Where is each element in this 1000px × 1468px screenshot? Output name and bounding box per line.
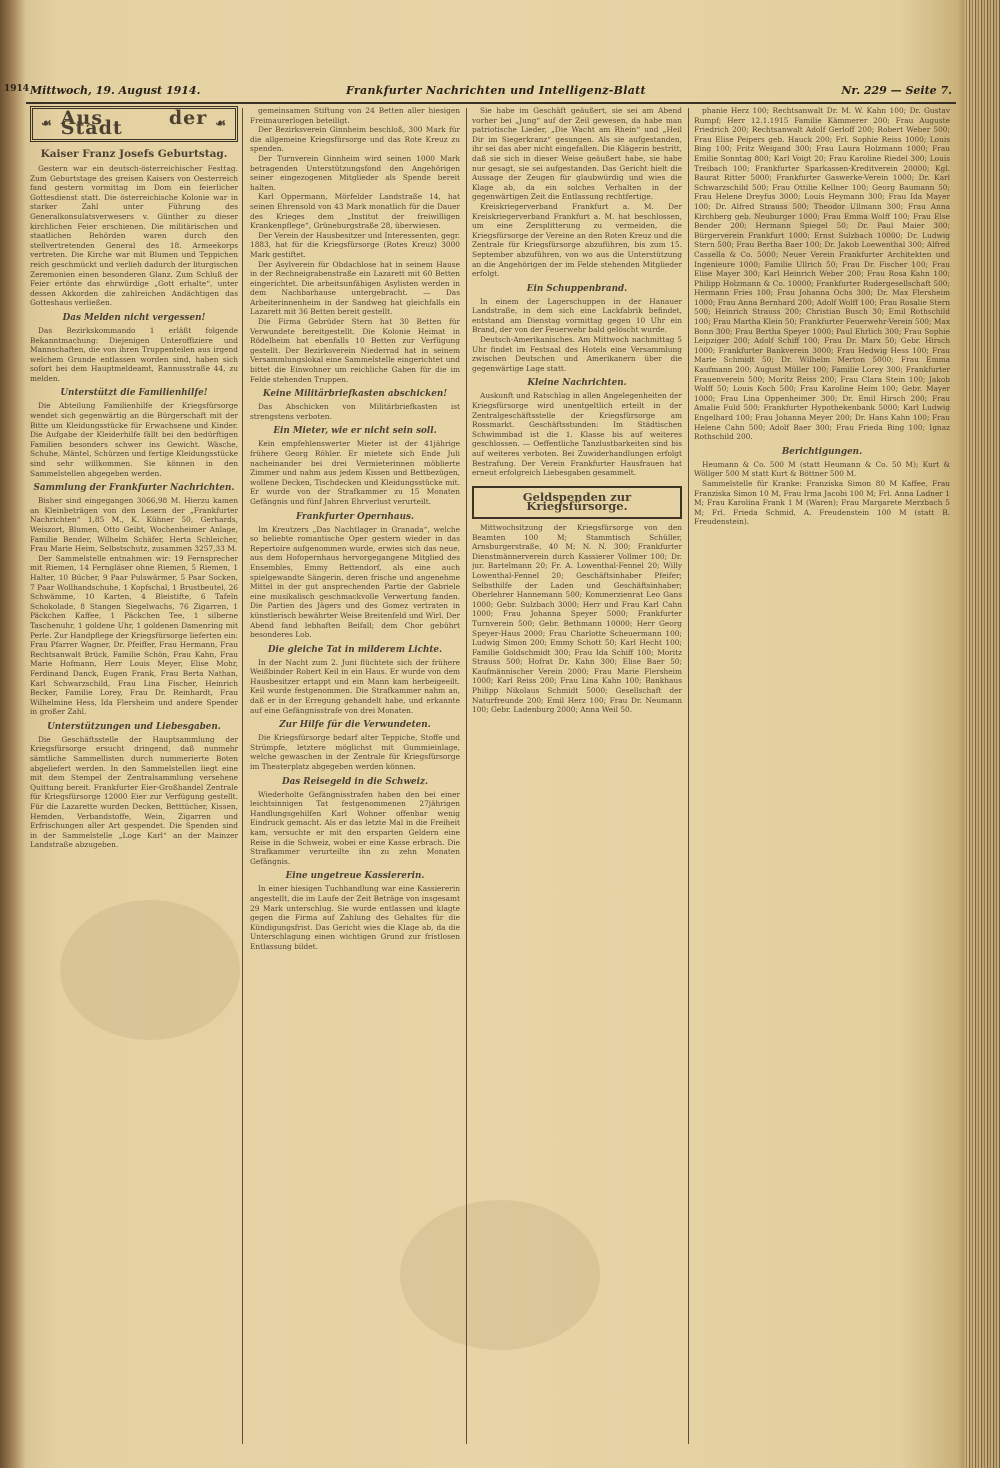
donation-list: Mittwochsitzung der Kriegsfürsorge von den Beamten 100 M; Stammtisch Schüller, Arnsburgerstraße, 40 M; N. N. 300; Frankfurter Dienstmännerverein durch Kassierer Vollmer 100; Dr. jur. Bartelmann 20; Fr. A. Lowenthal-Fennel 20; Willy Lowenthal-Fennel 20; Geschäftsinhaber Pfeifer; Selbsthilfe der Laden und Geschäftsinhaber; Oberlehrer Hannemann 500; Kommerzienrat Leo Gans 1000; Gebr. Sulzbach 3000; Herr und Frau Karl Cahn 1000; Frau Johanna Speyer 5000; Frankfurter Turnverein 500; Gebr. Bethmann 10000; Herr Georg Speyer-Haus 2000; Frau Charlotte Scheuermann 100; Ludwig Simon 200; Emmy Schott 50; Karl Hecht 100; Familie Goldschmidt 300; Frau Ida Schiff 100; Moritz Strauss 500; Hofrat Dr. Kahn 300; Elise Baer 50; Kaufmännischer Verein 2000; Frau Marie Flersheim 1000; Karl Reiss 200; Frau Lina Kahn 100; Bankhaus Philipp Nikolaus Schmidt 5000; Gesellschaft der Naturfreunde 200; Emil Herz 100; Frau Dr. Neumann 100; Gebr. Ladenburg 2000; Anna Weil 50. — [472, 522, 682, 715]
header-date: Mittwoch, 19. August 1914. — [30, 84, 201, 97]
page-number: Nr. 229 — Seite 7. — [841, 84, 952, 97]
article-text: Der Sammelstelle entnahmen wir: 19 Fernsprecher mit Riemen, 14 Ferngläser ohne Riemen, 5 Riemen, 1 Halter, 10 Bücher, 9 Paar Pulswärmer, 5 Paar Socken, 7 Paar Wollhandschuhe, 1 Kopfschal, 1 Brustbeutel, 26 Schwämme, 10 Karten, 4 Bleistifte, 6 Tafeln Schokolade, 8 Stangen Siegelwachs, 76 Zigarren, 1 Päckchen Kaffee, 1 Päckchen Tee, 1 silberne Taschenuhr, 1 goldene Uhr, 1 goldenen Damenring mit Perle. Zur Handpflege der Kriegsfürsorge lieferten ein: Frau Pfarrer Wagner, Dr. Pfeiffer, Frau Hermann, Frau Rechtsanwalt Brück, Familie Schön, Frau Kahn, Frau Marie Hofmann, Herr Louis Meyer, Elise Mohr, Ferdinand Danck, Eugen Frank, Frau Berta Nathan, Karl Schwarzschild, Frau Lina Fischer, Heinrich Becker, Familie Lorey, Frau Dr. Reinhardt, Frau Wilhelmine Hess, Ida Flersheim und andere Spender in großer Zahl. — [30, 553, 238, 717]
article-text: Die Kriegsfürsorge bedarf alter Teppiche, Stoffe und Strümpfe, letztere möglichst mit Gummieinlage, welche gewaschen in der Zentrale für Kriegsfürsorge im Theaterplatz abgegeben werden können. — [250, 733, 460, 772]
article-heading: Ein Schuppenbrand. — [526, 283, 628, 294]
article-text: Sammelstelle für Kranke: Franziska Simon 80 M Kaffee, Frau Franziska Simon 10 M, Frau Irma Jacobi 100 M; Frl. Anna Ladner 1 M; Frau Karolina Frank 1 M (Waren); Frau Margarete Merzbach 5 M; Frl. Frieda Schmid, A. Freudenstein 100 M (statt B. Freudenstein). — [694, 478, 950, 527]
article-text: Im Kreutzers „Das Nachtlager in Granada“, welche so beliebte romantische Oper gestern wieder in das Repertoire aufgenommen wurde, erwies sich das neue, aus dem Hofopernhaus hervorgegangene Mitglied des Ensembles, Emmy Bettendorf, als eine auch spielgewandte Sängerin, deren frische und angenehme Mittel in der gut ansprechenden Partie der Gabriele eine musikalisch geschmackvolle Verwertung fanden. Die Partien des Jägers und des Gomez vertraten in künstlerisch bewährter Weise Breitenfeld und Wirl. Der Abend fand lebhaften Beifall; dem Chor gebührt besonderes Lob. — [250, 524, 460, 640]
article-text: Kein empfehlenswerter Mieter ist der 41jährige frühere Georg Röhler. Er mietete sich Ende Juli nacheinander bei drei Vermieterinnen möblierte Zimmer und nahm aus jedem Kissen und Bettbezügen, wollene Decken, Tischdecken und Kleidungsstücke mit. Er wurde von der Strafkammer zu 15 Monaten Gefängnis und fünf Jahren Ehrverlust verurteilt. — [250, 439, 460, 506]
article-text: Der Verein der Hausbesitzer und Interessenten, gegr. 1883, hat für die Kriegsfürsorge (Rotes Kreuz) 3000 Mark gestiftet. — [250, 230, 460, 259]
article-text: Kreiskriegerverband Frankfurt a. M. Der Kreiskriegerverband Frankfurt a. M. hat beschlossen, um eine Zersplitterung zu vermeiden, die Kriegsfürsorge der Vereine an den Roten Kreuz und die Zentrale für Kriegsfürsorge abzuführen, bis zum 15. September abzuführen, von wo aus die Unterstützung an die Angehörigen der im Felde stehenden Mitglieder erfolgt. — [472, 201, 682, 279]
masthead: Frankfurter Nachrichten und Intelligenz-Blatt — [346, 84, 646, 97]
article-heading: Frankfurter Opernhaus. — [295, 511, 415, 522]
article-heading: Kaiser Franz Josefs Geburtstag. — [40, 148, 228, 160]
article-text: Der Bezirksverein Ginnheim beschloß, 300 Mark für die allgemeine Kriegsfürsorge und das Rote Kreuz zu spenden. — [250, 125, 460, 154]
article-text: Deutsch-Amerikanisches. Am Mittwoch nachmittag 5 Uhr findet im Festsaal des Hotels eine Versammlung zwischen Deutschen und Amerikanern über die gegenwärtige Lage statt. — [472, 335, 682, 373]
newspaper-page — [4, 72, 956, 1456]
article-text: In einer hiesigen Tuchhandlung war eine Kassiererin angestellt, die im Laufe der Zeit Beträge von insgesamt 29 Mark unterschlug. Sie wurde entlassen und klagte gegen die Firma auf Zahlung des Gehaltes für die Kündigungsfrist. Das Gericht wies die Klage ab, da die Unterschlagung einen wichtigen Grund zur fristlosen Entlassung bildet. — [250, 884, 460, 951]
article-heading: Die gleiche Tat in milderem Lichte. — [267, 644, 443, 655]
article-text: Das Abschicken von Militärbriefkasten ist strengstens verboten. — [250, 402, 460, 421]
article-text: Gestern war ein deutsch-österreichischer Festtag. Zum Geburtstage des greisen Kaisers von Oesterreich fand gestern vormittag im Dom ein feierlicher Gottesdienst statt. Die österreichische Kolonie war in starker Zahl unter Führung des Generalkonsulatsverwesers v. Günther zu dieser kirchlichen Feier erschienen. Die militärischen und staatlichen Behörden waren durch den stellvertretenden General des 18. Armeekorps vertreten. Die Kirche war mit Blumen und Teppichen reich geschmückt und verlieh dadurch der liturgischen Zeremonien einen besonderen Glanz. Zum Schluß der Feier ertönte das ehrwürdige „Gott erhalte“, unter dessen Akkorden die zahlreichen Andächtigen das Gotteshaus verließen. — [30, 164, 238, 308]
prev-page-year: 1914 — [4, 84, 30, 94]
ornament-icon: ☙ — [41, 116, 53, 131]
section-title-box — [30, 106, 238, 142]
article-heading: Ein Mieter, wie er nicht sein soll. — [273, 426, 437, 437]
article-text: Die Abteilung Familienhilfe der Kriegsfürsorge wendet sich gegenwärtig an die Bürgerschaft mit der Bitte um Kleidungsstücke für Erwachsene und Kinder. Die Aufgabe der Kleiderhilfe fällt bei den bedürftigen Familien besonders schwer ins Gewicht. Wäsche, Schuhe, Mäntel, Schürzen und fertige Kleidungsstücke sind sehr willkommen. Sie können in den Sammelstellen abgegeben werden. — [30, 401, 238, 478]
page-edge-stack — [964, 0, 1000, 1468]
article-text: gemeinsamen Stiftung von 24 Betten aller hiesigen Freimaurerlogen beteiligt. — [250, 106, 460, 125]
article-text: Der Asylverein für Obdachlose hat in seinem Hause in der Rechneigrabenstraße ein Lazarett mit 60 Betten eingerichtet. Die arbeitsunfähigen Asylisten werden in dem Nachbarhause untergebracht. — Das Arbeiterinnenheim in der Sandweg hat gleichfalls ein Lazarett mit 36 Betten bereit gestellt. — [250, 259, 460, 317]
column-4 — [694, 106, 950, 1446]
ornament-icon: ☙ — [215, 116, 227, 131]
article-heading: Sammlung der Frankfurter Nachrichten. — [33, 483, 235, 494]
article-heading: Eine ungetreue Kassiererin. — [285, 871, 425, 882]
article-text: Karl Oppermann, Mörfelder Landstraße 14, hat seinen Ehrensold von 43 Mark monatlich für die Dauer des Krieges dem „Institut der freiwilligen Krankenpflege“, Grüneburgstraße 28, überwiesen. — [250, 192, 460, 231]
column-rule — [688, 108, 689, 1444]
article-text: Die Firma Gebrüder Stern hat 30 Betten für Verwundete bereitgestellt. Die Kolonie Heimat in Rödelheim hat ebenfalls 10 Betten zur Verfügung gestellt. Der Bezirksverein Niederrad hat in seinem Versammlungslokal eine Sammelstelle eingerichtet und bittet die Einwohner um reichliche Gaben für die im Felde stehenden Truppen. — [250, 317, 460, 384]
article-text: In der Nacht zum 2. Juni flüchtete sich der frühere Weißbinder Robert Keil in ein Haus. Er wurde von dem Hausbesitzer ertappt und ein Mann kam herbeigeeilt. Keil wurde festgenommen. Die Strafkammer nahm an, daß er in der Erregung gehandelt habe, und erkannte auf eine Gefängnisstrafe von drei Monaten. — [250, 657, 460, 715]
article-heading: Unterstützt die Familienhilfe! — [60, 388, 208, 399]
article-heading: Berichtigungen. — [781, 446, 863, 457]
article-heading: Kleine Nachrichten. — [527, 378, 627, 389]
article-heading: Das Melden nicht vergessen! — [62, 312, 206, 323]
article-text: In einem der Lagerschuppen in der Hanauer Landstraße, in dem sich eine Lackfabrik befindet, entstand am Dienstag vormittag gegen 10 Uhr ein Brand, der von der Feuerwehr bald gelöscht wurde. — [472, 296, 682, 335]
donations-heading: Geldspenden zur Kriegsfürsorge. — [522, 489, 632, 514]
column-2 — [250, 106, 460, 1446]
column-3 — [472, 106, 682, 1446]
article-text: Auskunft und Ratschlag in allen Angelegenheiten der Kriegsfürsorge wird unentgeltlich erteilt in der Zentralgeschäftsstelle der Kriegsfürsorge am Rossmarkt. Geschäftsstunden: Im Städtischen Schwimmbad ist die 1. Klasse bis auf weiteres geschlossen. — Oeffentliche Tanzlustbarkeiten sind bis auf weiteres verboten. Bei Zuwiderhandlungen erfolgt Bestrafung. Der Verein Frankfurter Hausfrauen hat erneut erfolgreich Liebesgaben gesammelt. — [472, 391, 682, 478]
article-heading: Das Reisegeld in die Schweiz. — [281, 776, 429, 787]
article-heading: Keine Militärbriefkasten abschicken! — [262, 389, 448, 400]
article-text: Wiederholte Gefängnisstrafen haben den bei einer leichtsinnigen Tat festgenommenen 27jährigen Handlungsgehilfen Karl Wohner offenbar wenig Eindruck gemacht. Als er das letzte Mal in die Freiheit kam, versuchte er mit den ersparten Geldern eine Reise in die Schweiz, wobei er eine Kasse erbrach. Die Strafkammer verurteilte ihn zu zehn Monaten Gefängnis. — [250, 789, 460, 866]
column-1 — [30, 106, 238, 1446]
article-text: Die Geschäftsstelle der Hauptsammlung der Kriegsfürsorge ersucht dringend, daß nunmehr sämtliche Sammellisten durch nummerierte Boten abgeliefert werden. In den Sammelstellen liegt eine mit dem Stempel der Zentralsammlung versehene Quittung bereit. Frankfurter Eier-Großhandel Zentrale für Kriegsfürsorge 12000 Eier zur Verfügung gestellt. Für die Lazarette wurden Decken, Betttücher, Kissen, Hemden, Verbandstoffe, Wein, Zigarren und Erfrischungen aller Art gespendet. Die Spenden sind in der Sammelstelle „Loge Karl“ an der Mainzer Landstraße abzugeben. — [30, 734, 238, 850]
section-title: Aus der Stadt — [60, 107, 208, 139]
article-text: Heumann & Co. 500 M (statt Heumann & Co. 50 M); Kurt & Wöllger 500 M statt Kurt & Böttner 500 M. — [694, 459, 950, 479]
article-text: Das Bezirkskommando 1 erläßt folgende Bekanntmachung: Diejenigen Unteroffiziere und Mannschaften, die von ihren Truppenteilen aus irgend welchem Grunde entlassen worden sind, haben sich sofort bei dem Hauptmeldeamt, Rannusstraße 44, zu melden. — [30, 325, 238, 383]
donation-list: phanie Herz 100; Rechtsanwalt Dr. M. W. Kahn 100; Dr. Gustav Rumpf; Herr 12.1.1915 Familie Kämmerer 200; Frau Auguste Friedrich 200; Rechtsanwalt Adolf Gerloff 200; Robert Weber 500; Frau Elise Peipers geb. Hauck 200; Frl. Sophie Reiss 1000; Louis Bing 100; Fritz Weigand 300; Frau Laura Holzmann 1000; Frau Emilie Sonntag 800; Karl Voigt 20; Frau Karoline Riedel 300; Louis Treibach 100; Frankfurter Sparkassen-Kreditverein 20000; Kgl. Baurat Ritter 5000; Frankfurter Gaswerke-Verein 1000; Dr. Karl Schwarzschild 500; Frau Ottilie Kellner 100; Georg Baumann 50; Frau Helene Dreyfus 3000; Louis Heymann 300; Frau Ida Mayer 100; Dr. Alfred Strauss 500; Theodor Ullmann 300; Frau Anna Kirchberg geb. Neuburger 1000; Frau Emma Wolff 100; Frau Else Bender 200; Hermann Spiegel 50; Dr. Paul Maier 300; Bürgerverein Frankfurt 1000; Ernst Sulzbach 10000; Dr. Ludwig Stern 500; Frau Bertha Baer 100; Dr. Jakob Loewenthal 300; Alfred Cassella & Co. 5000; Neuer Verein Frankfurter Architekten und Ingenieure 1000; Familie Ullrich 50; Frau Dr. Fischer 100; Frau Elise Mayer 300; Karl Heinrich Weber 200; Frau Rosa Kahn 100; Philipp Holzmann & Co. 10000; Frankfurter Rudergesellschaft 500; Hermann Fries 100; Frau Johanna Ochs 300; Dr. Max Flersheim 1000; Frau Anna Bernhard 200; Adolf Wolff 100; Frau Rosalie Stern 500; Heinrich Strauss 200; Christian Busch 30; Emil Rothschild 100; Frau Martha Klein 50; Frankfurter Feuerwehr-Verein 500; Max Bonn 300; Frau Bertha Speyer 1000; Paul Ehrlich 300; Frau Sophie Leipziger 200; Adolf Schiff 100; Frau Dr. Marx 50; Gebr. Hirsch 1000; Frankfurter Bankverein 3000; Frau Hedwig Hess 100; Frau Marie Schmidt 50; Dr. Wilhelm Merton 5000; Frau Emma Kaufmann 200; August Müller 100; Familie Lorey 300; Frankfurter Frauenverein 500; Moritz Reiss 200; Frau Clara Stein 100; Jakob Wolff 50; Louis Koch 500; Frau Karoline Heim 100; Gebr. Mayer 1000; Frau Lina Oppenheimer 300; Dr. Emil Hirsch 200; Frau Amalie Fuld 500; Frankfurter Hypothekenbank 5000; Karl Ludwig Engelhard 100; Frau Johanna Meyer 200; Dr. Hans Kahn 100; Frau Helene Cahn 500; Adolf Baer 300; Frau Frieda Bing 100; Ignaz Rothschild 200. — [694, 106, 950, 442]
column-rule — [242, 108, 243, 1444]
article-heading: Zur Hilfe für die Verwundeten. — [279, 720, 431, 731]
article-text: Der Turnverein Ginnheim wird seinen 1000 Mark betragenden Unterstützungsfond den Angehörigen seiner eingezogenen Mitglieder als Spende bereit halten. — [250, 153, 460, 192]
column-rule — [466, 108, 467, 1444]
article-text: Bisher sind eingegangen 3066,98 M. Hierzu kamen an Kleinbeträgen von den Lesern der „Frankfurter Nachrichten“ 1,85 M., K. Kühner 50, Gerhards, Weiszort, Blumen, Otto Geibt, Wochenheimer Anlage, Familie Bender, Wilhelm Schäfer, Herta Schleicher, Frau Marie Heim, Selbstschutz, zusammen 3257,33 M. — [30, 496, 238, 554]
page-header — [26, 80, 956, 104]
donations-heading-box — [472, 486, 682, 519]
article-heading: Unterstützungen und Liebesgaben. — [47, 721, 221, 732]
article-text: Sie habe im Geschäft geäußert, sie sei am Abend vorher bei „Jung“ auf der Zeil gewesen, da habe man patriotische Lieder, „Die Wacht am Rhein“ und „Heil Dir im Siegerkranz“ gesungen. Als sie aufgestanden, ihr sei das aber nicht eingefallen. Die Klägerin bestritt, daß sie sich in dieser Weise geäußert habe, sie habe nur gesagt, sie sei aufgestanden. Das Gericht hielt die Aussage der Zeugen für glaubwürdig und wies die Klage ab, da ein solches Verhalten in der gegenwärtigen Zeit die Entlassung rechtfertige. — [472, 106, 682, 202]
